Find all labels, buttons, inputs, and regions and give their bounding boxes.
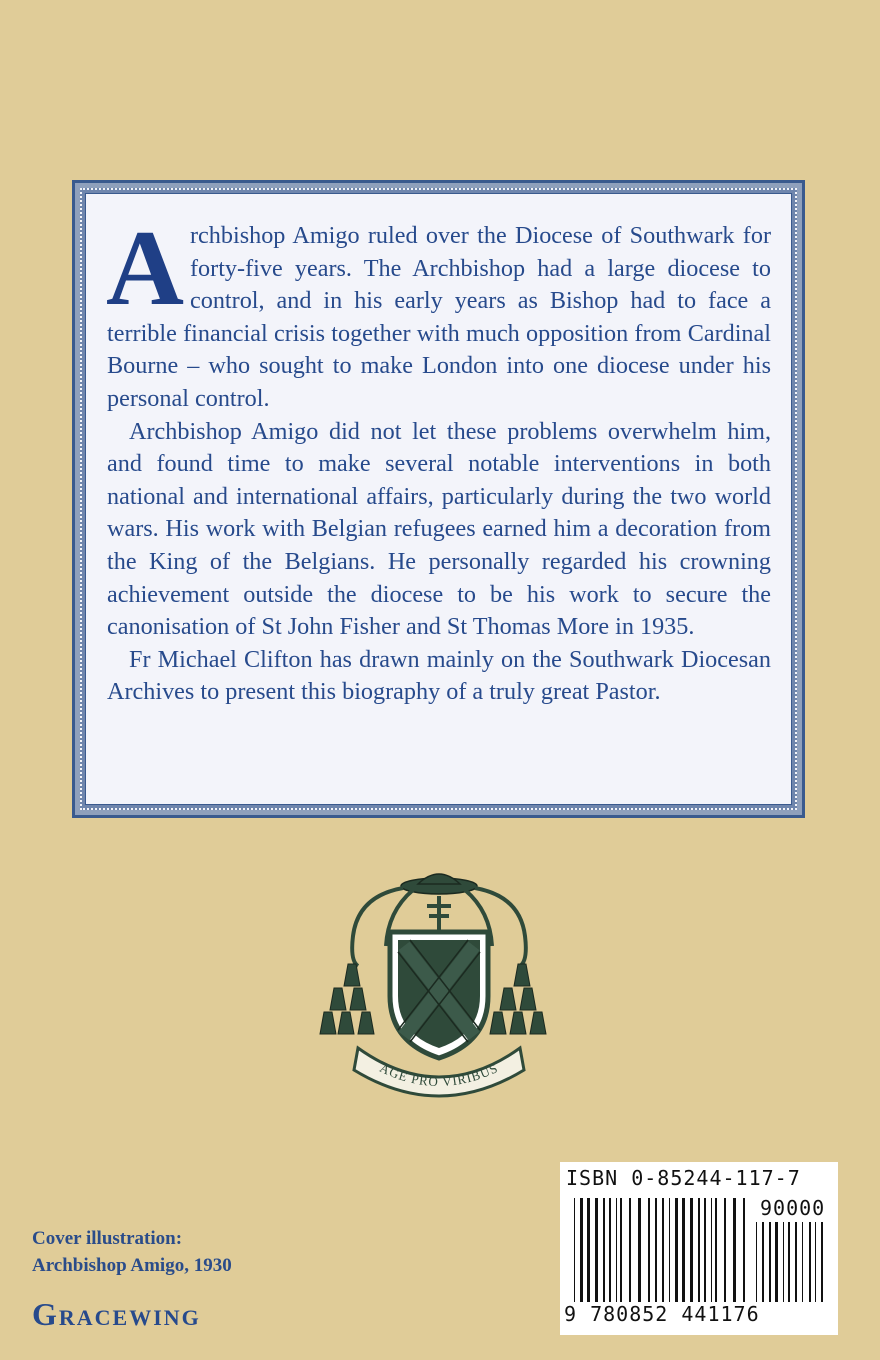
isbn-number: ISBN 0-85244-117-7	[566, 1166, 801, 1190]
caption-line-2: Archbishop Amigo, 1930	[32, 1255, 232, 1276]
motto-text: AGE PRO VIRIBUS	[377, 1059, 501, 1090]
blurb-paragraph-1-text: rchbishop Amigo ruled over the Diocese of Southwark for forty-five years. The Archbishop had a large diocese to control, and in his early years as Bishop had to face a terrible financial crisis together with much opposition from Cardinal Bourne – who sought to make London into one diocese under his personal control.	[107, 222, 771, 412]
ean-bars	[574, 1198, 750, 1302]
blurb-paragraph-1	[106, 209, 771, 416]
coat-of-arms-icon	[318, 866, 560, 1102]
addon-bars	[756, 1222, 830, 1302]
caption-line-1: Cover illustration:	[32, 1228, 183, 1249]
tassels-right	[490, 964, 546, 1034]
blurb-frame-border	[80, 188, 797, 810]
drop-cap: A	[106, 209, 184, 328]
blurb-paragraph-3: Fr Michael Clifton has drawn mainly on the Southwark Diocesan Archives to present this biography of a truly great Pastor.	[107, 645, 771, 706]
galero-crown	[418, 874, 460, 884]
price-code: 90000	[760, 1196, 826, 1220]
processional-cross	[427, 896, 451, 934]
isbn-barcode	[560, 1162, 838, 1335]
cover-caption	[32, 1225, 232, 1279]
ean-number: 9 780852 441176	[564, 1302, 760, 1326]
blurb-panel	[85, 193, 792, 805]
publisher-logo: Gracewing	[32, 1296, 201, 1332]
tassels-left	[320, 964, 374, 1034]
blurb-frame	[72, 180, 805, 818]
blurb-paragraph-2: Archbishop Amigo did not let these problems overwhelm him, and found time to make several notable interventions in both national and international affairs, particularly during the two world wars. His work with Belgian refugees earned him a decoration from the King of the Belgians. He personally regarded his crowning achievement outside the diocese to be his work to secure the canonisation of St John Fisher and St Thomas More in 1935.	[107, 417, 771, 641]
